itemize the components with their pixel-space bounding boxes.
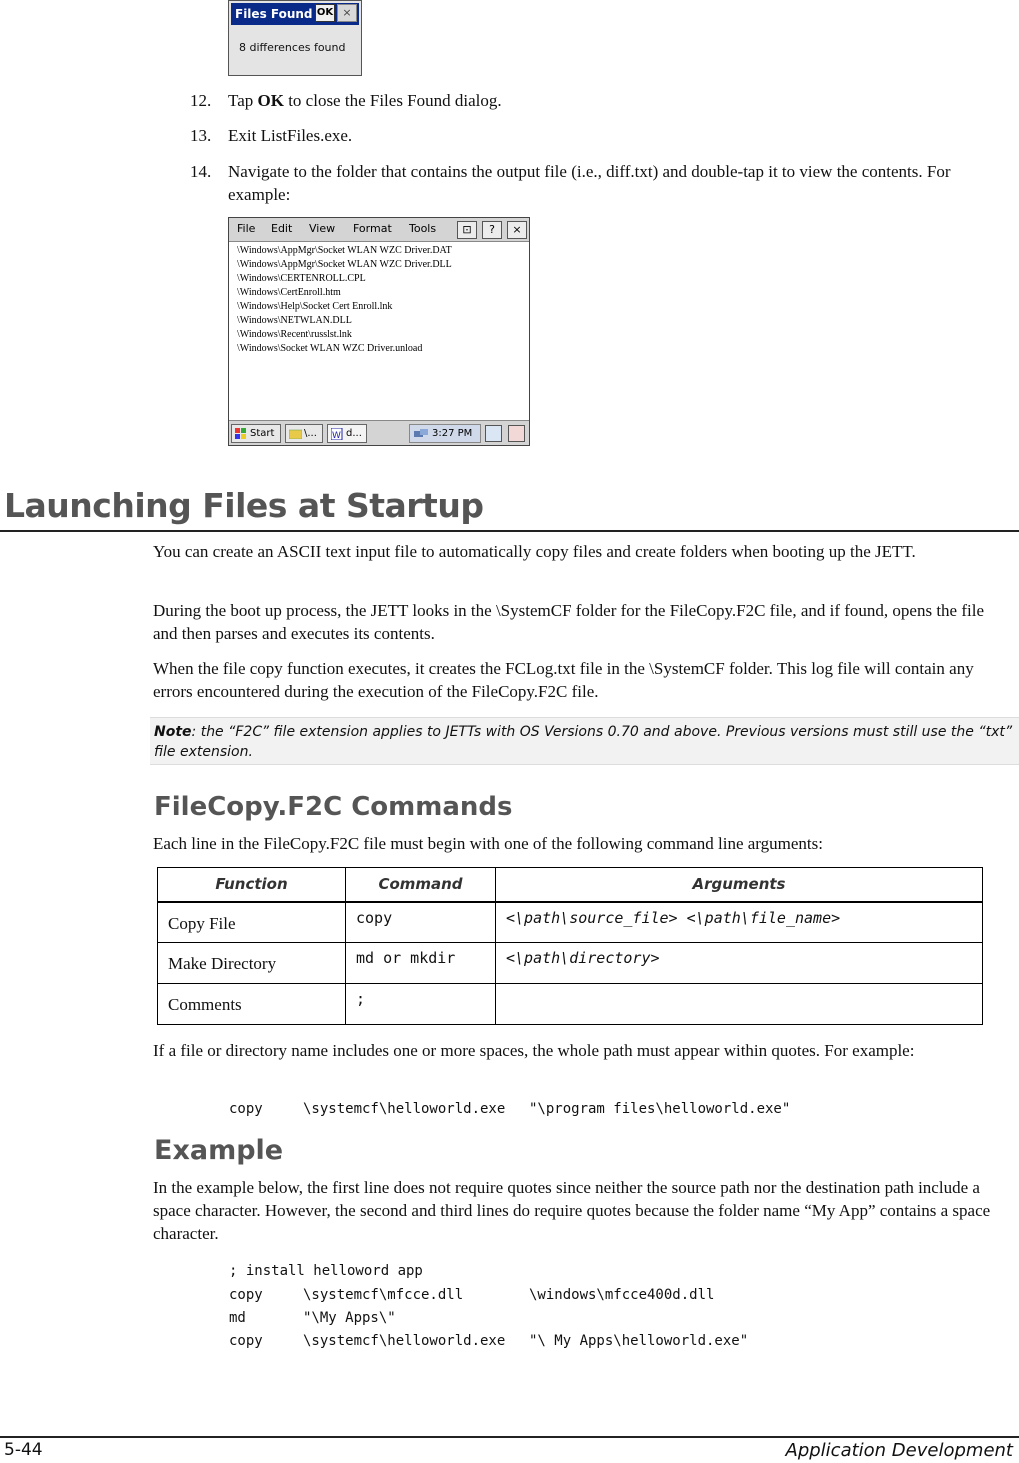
windows-flag-icon xyxy=(235,428,247,440)
list-item: \Windows\Recent\russlst.lnk xyxy=(237,329,352,340)
page-number: 5-44 xyxy=(4,1440,43,1460)
sync-icon[interactable] xyxy=(485,425,502,442)
commands-table xyxy=(157,867,983,1025)
table-row xyxy=(158,984,983,1025)
code-command: md xyxy=(229,1310,246,1326)
list-item: \Windows\NETWLAN.DLL xyxy=(237,315,352,326)
divider xyxy=(0,530,1019,532)
file-viewer-window xyxy=(228,217,530,446)
menu-edit[interactable]: Edit xyxy=(271,222,293,235)
cell-arguments xyxy=(496,984,983,1025)
code-line xyxy=(229,1330,749,1422)
network-icon xyxy=(414,429,428,439)
code-destination: \windows\mfcce400d.dll xyxy=(529,1287,715,1303)
code-source: \systemcf\mfcce.dll xyxy=(303,1287,464,1303)
system-tray xyxy=(409,424,481,443)
list-item: \Windows\Socket WLAN WZC Driver.unload xyxy=(237,343,423,354)
cell-command: ; xyxy=(346,984,496,1025)
edit-icon[interactable] xyxy=(508,425,525,442)
menu-bar xyxy=(229,218,529,242)
note-text: : the “F2C” file extension applies to JETTs with OS Versions 0.70 and above. Previous versions must still use the “txt” file extension. xyxy=(154,724,1013,760)
dialog-title: Files Found xyxy=(235,7,313,21)
menu-tools[interactable]: Tools xyxy=(409,222,437,235)
start-label: Start xyxy=(250,428,275,439)
paragraph: You can create an ASCII text input file to automatically copy files and create folders when booting up the JETT. xyxy=(153,542,916,561)
code-command: copy xyxy=(229,1101,263,1117)
help-icon[interactable]: ? xyxy=(482,221,502,239)
spaces-note: If a file or directory name includes one or more spaces, the whole path must appear within quotes. For example: xyxy=(153,1041,915,1060)
code-destination: "\ My Apps\helloworld.exe" xyxy=(529,1333,749,1349)
cell-arguments: <\path\directory> xyxy=(496,943,983,984)
commands-intro: Each line in the FileCopy.F2C file must begin with one of the following command line arguments: xyxy=(153,834,823,853)
step-text: Exit ListFiles.exe. xyxy=(228,126,353,145)
dialog-message: 8 differences found xyxy=(239,41,346,54)
note-box xyxy=(150,717,1019,765)
cell-function: Copy File xyxy=(158,902,346,943)
code-command: copy xyxy=(229,1287,263,1303)
code-comment: ; install helloword app xyxy=(229,1263,423,1279)
task-label: \... xyxy=(304,428,317,439)
svg-text:W: W xyxy=(332,431,341,440)
cell-function: Make Directory xyxy=(158,943,346,984)
note-label: Note xyxy=(154,724,192,740)
table-row xyxy=(158,943,983,984)
cell-function: Comments xyxy=(158,984,346,1025)
cell-command: copy xyxy=(346,902,496,943)
menu-view[interactable]: View xyxy=(309,222,336,235)
folder-icon xyxy=(289,428,302,439)
menu-format[interactable]: Format xyxy=(353,222,392,235)
document-icon xyxy=(331,428,343,440)
table-header-row xyxy=(158,868,983,902)
files-found-dialog xyxy=(228,0,362,76)
column-header: Command xyxy=(346,868,496,902)
close-icon[interactable]: × xyxy=(337,4,357,22)
code-destination: "\program files\helloworld.exe" xyxy=(529,1101,791,1117)
example-title: Example xyxy=(154,1135,284,1166)
step-text: Navigate to the folder that contains the output file (i.e., diff.txt) and double-tap it to view the contents. For example: xyxy=(228,162,951,204)
ok-keyword: OK xyxy=(257,91,284,110)
column-header: Function xyxy=(158,868,346,902)
code-source: "\My Apps\" xyxy=(303,1310,396,1326)
paragraph: When the file copy function executes, it creates the FCLog.txt file in the \SystemCF folder. This log file will contain any errors encountered during the execution of the FileCopy.F2C file. xyxy=(153,659,974,701)
list-item: \Windows\CERTENROLL.CPL xyxy=(237,273,366,284)
ok-button[interactable]: OK xyxy=(315,4,335,22)
step-text: Tap OK to close the Files Found dialog. xyxy=(228,91,502,110)
task-label: d... xyxy=(346,428,362,439)
close-icon[interactable]: × xyxy=(507,221,527,239)
taskbar-item-explorer[interactable] xyxy=(285,424,323,443)
list-item: \Windows\AppMgr\Socket WLAN WZC Driver.DLL xyxy=(237,259,452,270)
menu-file[interactable]: File xyxy=(237,222,256,235)
paragraph: During the boot up process, the JETT looks in the \SystemCF folder for the FileCopy.F2C file, and if found, opens the file and then parses and executes its contents. xyxy=(153,601,985,643)
step-number: 14. xyxy=(190,162,212,181)
code-command: copy xyxy=(229,1333,263,1349)
code-source: \systemcf\helloworld.exe xyxy=(303,1101,506,1117)
file-list xyxy=(237,244,452,356)
table-row xyxy=(158,902,983,943)
start-button[interactable] xyxy=(231,424,281,443)
step-number: 13. xyxy=(190,126,212,145)
list-item: \Windows\Help\Socket Cert Enroll.lnk xyxy=(237,301,393,312)
footer-divider xyxy=(0,1436,1019,1438)
list-item: \Windows\AppMgr\Socket WLAN WZC Driver.DAT xyxy=(237,245,452,256)
step-number: 12. xyxy=(190,91,212,110)
code-source: \systemcf\helloworld.exe xyxy=(303,1333,506,1349)
subsection-title: FileCopy.F2C Commands xyxy=(154,792,513,822)
clock: 3:27 PM xyxy=(432,428,473,439)
taskbar-item-document[interactable] xyxy=(327,424,367,443)
cell-command: md or mkdir xyxy=(346,943,496,984)
list-item: \Windows\CertEnroll.htm xyxy=(237,287,341,298)
cell-arguments: <\path\source_file> <\path\file_name> xyxy=(496,902,983,943)
keyboard-icon[interactable]: ⊡ xyxy=(457,221,477,239)
column-header: Arguments xyxy=(496,868,983,902)
chapter-title: Application Development xyxy=(785,1440,1013,1461)
taskbar xyxy=(229,420,529,445)
section-title: Launching Files at Startup xyxy=(4,486,484,525)
example-text: In the example below, the first line does not require quotes since neither the source path nor the destination path include a space character. However, the second and third lines do require quotes because the folder name “My App” contains a space character. xyxy=(153,1178,991,1243)
